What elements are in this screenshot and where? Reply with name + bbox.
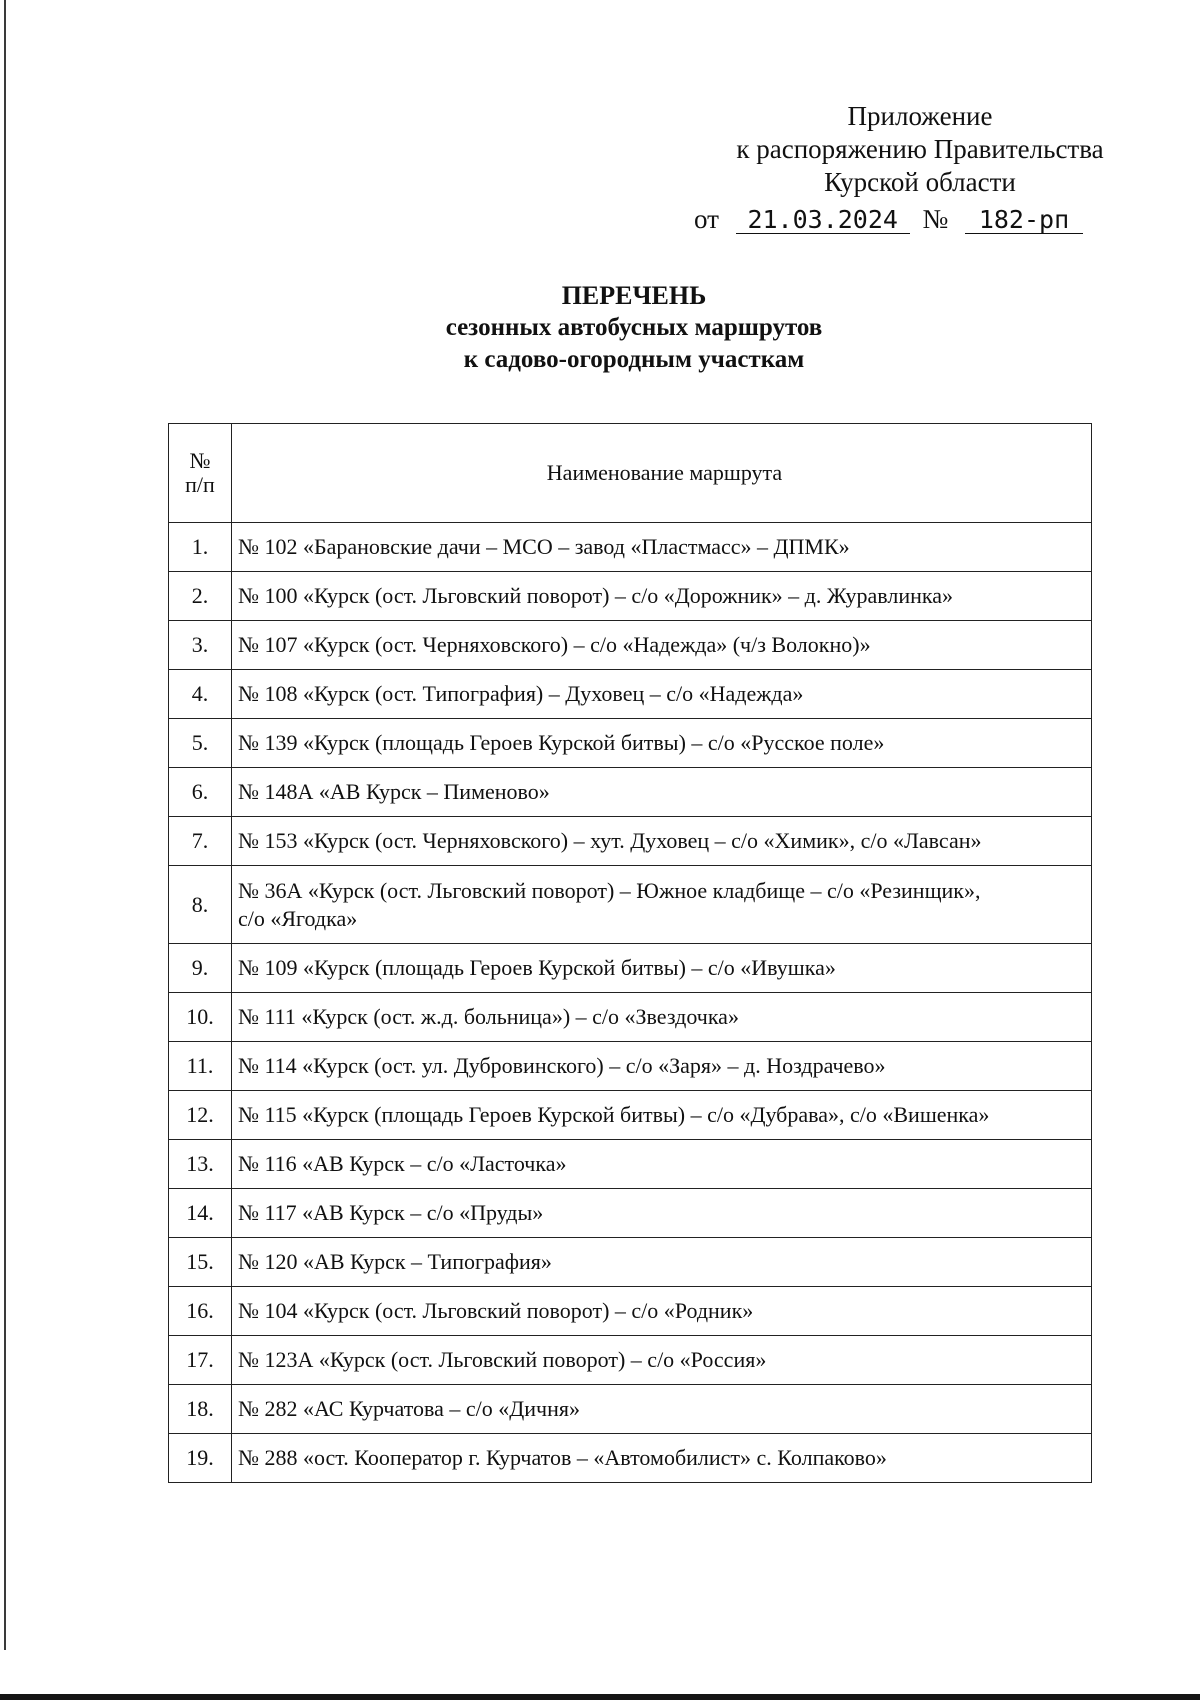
scan-border-left (4, 0, 6, 1650)
row-number: 10. (169, 993, 232, 1042)
route-name: № 282 «АС Курчатова – с/о «Дичня» (232, 1385, 1092, 1434)
appendix-date: 21.03.2024 (736, 207, 910, 234)
row-number: 17. (169, 1336, 232, 1385)
route-name: № 104 «Курск (ост. Льговский поворот) – с/о «Родник» (232, 1287, 1092, 1336)
table-row (169, 817, 1092, 866)
row-number: 5. (169, 719, 232, 768)
table-row (169, 1189, 1092, 1238)
title-main: ПЕРЕЧЕНЬ (561, 281, 707, 310)
row-number: 1. (169, 523, 232, 572)
table-row (169, 1385, 1092, 1434)
table-row (169, 866, 1092, 944)
table-row (169, 993, 1092, 1042)
appendix-line-1: Приложение (847, 101, 993, 131)
table-row (169, 1287, 1092, 1336)
row-number: 16. (169, 1287, 232, 1336)
route-name-line-1: № 36А «Курск (ост. Льговский поворот) – Южное кладбище – с/о «Резинщик», (238, 877, 981, 903)
document-title (0, 280, 1200, 376)
title-line-3: к садово-огородным участкам (463, 346, 805, 373)
table-row (169, 1336, 1092, 1385)
header-num-line-1: № (189, 448, 211, 473)
route-name: № 108 «Курск (ост. Типография) – Духовец – с/о «Надежда» (232, 670, 1092, 719)
row-number: 18. (169, 1385, 232, 1434)
row-number: 11. (169, 1042, 232, 1091)
route-name: № 114 «Курск (ост. ул. Дубровинского) – с/о «Заря» – д. Ноздрачево» (232, 1042, 1092, 1091)
route-name-line-2: с/о «Ягодка» (238, 905, 358, 931)
table-row (169, 1140, 1092, 1189)
number-sign: № (922, 204, 949, 234)
route-name: № 120 «АВ Курск – Типография» (232, 1238, 1092, 1287)
row-number: 15. (169, 1238, 232, 1287)
row-number: 6. (169, 768, 232, 817)
table-row (169, 523, 1092, 572)
row-number: 8. (169, 866, 232, 944)
table-header-row (169, 424, 1092, 523)
appendix-number: 182-рп (965, 207, 1083, 234)
table-row (169, 1091, 1092, 1140)
date-prefix: от (694, 204, 719, 234)
table-row (169, 572, 1092, 621)
appendix-line-2: к распоряжению Правительства (736, 134, 1104, 164)
table-row (169, 1238, 1092, 1287)
title-line-2: сезонных автобусных маршрутов (445, 314, 823, 341)
scan-border-bottom (0, 1694, 1200, 1700)
route-name: № 123А «Курск (ост. Льговский поворот) – с/о «Россия» (232, 1336, 1092, 1385)
row-number: 12. (169, 1091, 232, 1140)
route-name: № 115 «Курск (площадь Героев Курской битвы) – с/о «Дубрава», с/о «Вишенка» (232, 1091, 1092, 1140)
row-number: 2. (169, 572, 232, 621)
row-number: 14. (169, 1189, 232, 1238)
appendix-line-3: Курской области (824, 167, 1016, 197)
table-row (169, 1434, 1092, 1483)
table-row (169, 944, 1092, 993)
route-name: № 102 «Барановские дачи – МСО – завод «Пластмасс» – ДПМК» (232, 523, 1092, 572)
route-name (232, 866, 1092, 944)
table-row (169, 768, 1092, 817)
route-name: № 153 «Курск (ост. Черняховского) – хут. Духовец – с/о «Химик», с/о «Лавсан» (232, 817, 1092, 866)
route-name: № 288 «ост. Кооператор г. Курчатов – «Автомобилист» с. Колпаково» (232, 1434, 1092, 1483)
table-row (169, 1042, 1092, 1091)
row-number: 3. (169, 621, 232, 670)
row-number: 13. (169, 1140, 232, 1189)
routes-table (168, 423, 1092, 1483)
row-number: 4. (169, 670, 232, 719)
row-number: 7. (169, 817, 232, 866)
table-row (169, 670, 1092, 719)
route-name: № 109 «Курск (площадь Героев Курской битвы) – с/о «Ивушка» (232, 944, 1092, 993)
table-row (169, 621, 1092, 670)
route-name: № 117 «АВ Курск – с/о «Пруды» (232, 1189, 1092, 1238)
row-number: 9. (169, 944, 232, 993)
header-num-line-2: п/п (185, 472, 215, 497)
route-name: № 111 «Курск (ост. ж.д. больница») – с/о «Звездочка» (232, 993, 1092, 1042)
table-row (169, 719, 1092, 768)
row-number: 19. (169, 1434, 232, 1483)
header-num (169, 424, 232, 523)
route-name: № 107 «Курск (ост. Черняховского) – с/о «Надежда» (ч/з Волокно)» (232, 621, 1092, 670)
header-name: Наименование маршрута (232, 424, 1092, 523)
route-name: № 139 «Курск (площадь Героев Курской битвы) – с/о «Русское поле» (232, 719, 1092, 768)
route-name: № 100 «Курск (ост. Льговский поворот) – с/о «Дорожник» – д. Журавлинка» (232, 572, 1092, 621)
appendix-block (660, 100, 1180, 199)
appendix-date-line (694, 204, 1083, 235)
route-name: № 148А «АВ Курск – Пименово» (232, 768, 1092, 817)
route-name: № 116 «АВ Курск – с/о «Ласточка» (232, 1140, 1092, 1189)
